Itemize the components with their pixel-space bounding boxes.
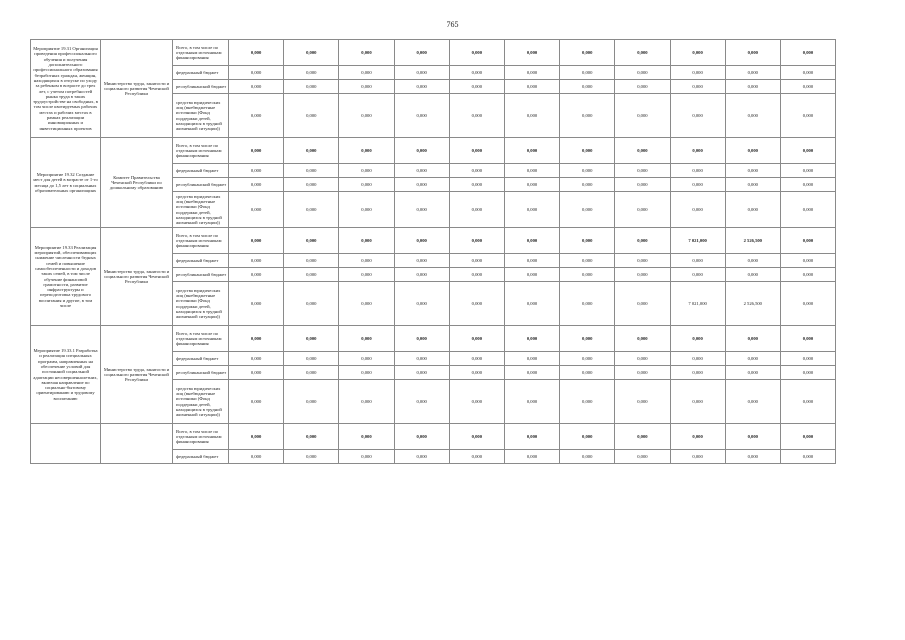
amount-cell: 0,000 (229, 326, 284, 352)
amount-cell: 0,000 (504, 138, 559, 164)
amount-cell: 0,000 (560, 66, 615, 80)
amount-cell: 0,000 (394, 326, 449, 352)
amount-cell: 0,000 (560, 352, 615, 366)
amount-cell: 0,000 (780, 40, 835, 66)
amount-cell: 0,000 (339, 178, 394, 192)
amount-cell: 0,000 (725, 40, 780, 66)
funding-source-cell: Всего, в том числе по отдельным источникам финансирования (173, 40, 229, 66)
amount-cell: 0,000 (394, 192, 449, 228)
amount-cell: 0,000 (394, 66, 449, 80)
amount-cell: 0,000 (725, 326, 780, 352)
amount-cell: 0,000 (670, 268, 725, 282)
table-row (31, 40, 836, 66)
amount-cell: 0,000 (670, 80, 725, 94)
amount-cell: 0,000 (780, 352, 835, 366)
table-row (31, 424, 836, 450)
amount-cell: 0,000 (725, 94, 780, 138)
amount-cell: 0,000 (670, 352, 725, 366)
amount-cell: 0,000 (615, 450, 670, 464)
event-cell: Мероприятие 19.33 Реализация мероприятий, обеспечивающих снижение численности бедных семей и повышение самообеспеченности и доходов таких семей, в том числе обучение финансовой грамотности, развитие инфраструктуры и переподготовка трудового воспитания и другие, в том числе (31, 228, 101, 326)
amount-cell: 0,000 (560, 450, 615, 464)
event-cell (31, 424, 101, 464)
amount-cell: 0,000 (670, 178, 725, 192)
amount-cell: 0,000 (339, 138, 394, 164)
amount-cell: 0,000 (504, 94, 559, 138)
amount-cell: 0,000 (394, 380, 449, 424)
amount-cell: 0,000 (780, 326, 835, 352)
funding-source-cell: федеральный бюджет (173, 66, 229, 80)
amount-cell: 0,000 (339, 80, 394, 94)
amount-cell: 0,000 (449, 178, 504, 192)
funding-source-cell: республиканский бюджет (173, 80, 229, 94)
amount-cell: 0,000 (725, 450, 780, 464)
amount-cell: 0,000 (670, 138, 725, 164)
amount-cell: 0,000 (504, 282, 559, 326)
amount-cell: 0,000 (284, 228, 339, 254)
amount-cell: 0,000 (670, 94, 725, 138)
amount-cell: 0,000 (284, 282, 339, 326)
funding-source-cell: республиканский бюджет (173, 366, 229, 380)
amount-cell: 0,000 (394, 282, 449, 326)
amount-cell: 0,000 (504, 268, 559, 282)
amount-cell: 0,000 (560, 80, 615, 94)
amount-cell: 0,000 (725, 138, 780, 164)
amount-cell: 0,000 (284, 192, 339, 228)
executor-cell: Министерство труда, занятости и социального развития Чеченской Республики (101, 326, 173, 424)
amount-cell: 0,000 (394, 268, 449, 282)
amount-cell: 0,000 (670, 450, 725, 464)
amount-cell: 0,000 (339, 352, 394, 366)
amount-cell: 0,000 (449, 192, 504, 228)
amount-cell: 0,000 (670, 254, 725, 268)
amount-cell: 0,000 (449, 40, 504, 66)
amount-cell: 0,000 (780, 450, 835, 464)
amount-cell: 0,000 (780, 380, 835, 424)
amount-cell: 0,000 (339, 268, 394, 282)
amount-cell: 0,000 (449, 66, 504, 80)
amount-cell: 0,000 (560, 254, 615, 268)
amount-cell: 0,000 (284, 268, 339, 282)
table-row (31, 138, 836, 164)
amount-cell: 0,000 (229, 282, 284, 326)
amount-cell: 0,000 (394, 366, 449, 380)
amount-cell: 0,000 (394, 228, 449, 254)
amount-cell: 0,000 (560, 192, 615, 228)
amount-cell: 0,000 (449, 80, 504, 94)
table-row (31, 228, 836, 254)
amount-cell: 0,000 (504, 178, 559, 192)
amount-cell: 0,000 (449, 228, 504, 254)
amount-cell: 0,000 (339, 66, 394, 80)
amount-cell: 0,000 (229, 352, 284, 366)
amount-cell: 0,000 (229, 192, 284, 228)
amount-cell: 0,000 (229, 66, 284, 80)
executor-cell: Министерство труда, занятости и социального развития Чеченской Республики (101, 228, 173, 326)
amount-cell: 0,000 (229, 228, 284, 254)
amount-cell: 0,000 (615, 66, 670, 80)
amount-cell: 0,000 (229, 424, 284, 450)
page-number: 765 (446, 20, 459, 29)
amount-cell: 0,000 (284, 178, 339, 192)
amount-cell: 0,000 (284, 424, 339, 450)
amount-cell: 0,000 (284, 366, 339, 380)
amount-cell: 0,000 (780, 366, 835, 380)
amount-cell: 0,000 (229, 164, 284, 178)
amount-cell: 0,000 (449, 164, 504, 178)
amount-cell: 0,000 (284, 66, 339, 80)
amount-cell: 0,000 (229, 80, 284, 94)
amount-cell: 0,000 (560, 380, 615, 424)
amount-cell: 0,000 (615, 94, 670, 138)
amount-cell: 0,000 (449, 326, 504, 352)
amount-cell: 0,000 (229, 40, 284, 66)
amount-cell: 0,000 (670, 380, 725, 424)
amount-cell: 0,000 (339, 282, 394, 326)
amount-cell: 0,000 (615, 254, 670, 268)
amount-cell: 0,000 (725, 164, 780, 178)
amount-cell: 0,000 (560, 366, 615, 380)
amount-cell: 0,000 (560, 40, 615, 66)
amount-cell: 0,000 (725, 352, 780, 366)
amount-cell: 0,000 (394, 40, 449, 66)
amount-cell: 0,000 (229, 94, 284, 138)
amount-cell: 0,000 (394, 424, 449, 450)
amount-cell: 0,000 (615, 80, 670, 94)
amount-cell: 0,000 (284, 164, 339, 178)
amount-cell: 0,000 (780, 282, 835, 326)
amount-cell: 0,000 (725, 366, 780, 380)
amount-cell: 0,000 (560, 424, 615, 450)
amount-cell: 0,000 (229, 138, 284, 164)
amount-cell: 0,000 (229, 380, 284, 424)
funding-source-cell: средства юридических лиц (внебюджетные источники (Фонд поддержки детей, находящихся в трудной жизненной ситуации)) (173, 192, 229, 228)
amount-cell: 0,000 (560, 268, 615, 282)
amount-cell: 0,000 (284, 450, 339, 464)
amount-cell: 0,000 (670, 326, 725, 352)
amount-cell: 0,000 (725, 66, 780, 80)
amount-cell: 0,000 (449, 366, 504, 380)
amount-cell: 0,000 (670, 164, 725, 178)
amount-cell: 0,000 (780, 94, 835, 138)
amount-cell: 0,000 (339, 192, 394, 228)
amount-cell: 0,000 (725, 254, 780, 268)
amount-cell: 0,000 (780, 80, 835, 94)
amount-cell: 0,000 (449, 424, 504, 450)
amount-cell: 0,000 (449, 450, 504, 464)
amount-cell: 0,000 (339, 254, 394, 268)
funding-source-cell: республиканский бюджет (173, 268, 229, 282)
amount-cell: 0,000 (615, 40, 670, 66)
amount-cell: 0,000 (615, 282, 670, 326)
amount-cell: 0,000 (615, 192, 670, 228)
amount-cell: 0,000 (284, 40, 339, 66)
funding-source-cell: Всего, в том числе по отдельным источникам финансирования (173, 326, 229, 352)
amount-cell: 0,000 (339, 450, 394, 464)
amount-cell: 0,000 (504, 450, 559, 464)
amount-cell: 0,000 (615, 352, 670, 366)
amount-cell: 0,000 (504, 228, 559, 254)
amount-cell: 0,000 (339, 228, 394, 254)
amount-cell: 0,000 (615, 164, 670, 178)
funding-source-cell: Всего, в том числе по отдельным источникам финансирования (173, 424, 229, 450)
amount-cell: 0,000 (504, 424, 559, 450)
amount-cell: 0,000 (504, 192, 559, 228)
amount-cell: 0,000 (725, 268, 780, 282)
amount-cell: 7 021,000 (670, 228, 725, 254)
amount-cell: 0,000 (449, 352, 504, 366)
amount-cell: 0,000 (229, 366, 284, 380)
amount-cell: 0,000 (780, 66, 835, 80)
funding-source-cell: федеральный бюджет (173, 164, 229, 178)
amount-cell: 0,000 (394, 450, 449, 464)
funding-source-cell: федеральный бюджет (173, 352, 229, 366)
amount-cell: 0,000 (339, 380, 394, 424)
amount-cell: 0,000 (670, 366, 725, 380)
amount-cell: 0,000 (449, 138, 504, 164)
amount-cell: 0,000 (394, 178, 449, 192)
executor-cell: Комитет Правительства Чеченской Республики по дошкольному образованию (101, 138, 173, 228)
amount-cell: 0,000 (284, 380, 339, 424)
amount-cell: 0,000 (670, 40, 725, 66)
amount-cell: 0,000 (229, 254, 284, 268)
amount-cell: 0,000 (615, 228, 670, 254)
amount-cell: 0,000 (449, 254, 504, 268)
amount-cell: 0,000 (449, 380, 504, 424)
budget-table (30, 39, 836, 464)
amount-cell: 0,000 (284, 254, 339, 268)
amount-cell: 0,000 (394, 80, 449, 94)
amount-cell: 0,000 (284, 352, 339, 366)
amount-cell: 0,000 (504, 380, 559, 424)
amount-cell: 0,000 (229, 268, 284, 282)
amount-cell: 0,000 (780, 178, 835, 192)
amount-cell: 0,000 (560, 228, 615, 254)
amount-cell: 0,000 (504, 352, 559, 366)
amount-cell: 0,000 (394, 138, 449, 164)
funding-source-cell: федеральный бюджет (173, 450, 229, 464)
amount-cell: 0,000 (229, 450, 284, 464)
amount-cell: 0,000 (725, 80, 780, 94)
event-cell: Мероприятие 19.32 Создание мест для детей в возрасте от 1-го месяца до 1,5 лет в социальных образовательных организациях (31, 138, 101, 228)
amount-cell: 0,000 (560, 94, 615, 138)
amount-cell: 0,000 (725, 178, 780, 192)
amount-cell: 0,000 (394, 164, 449, 178)
amount-cell: 0,000 (394, 352, 449, 366)
amount-cell: 2 526,500 (725, 228, 780, 254)
amount-cell: 0,000 (339, 366, 394, 380)
amount-cell: 0,000 (284, 80, 339, 94)
amount-cell: 0,000 (725, 192, 780, 228)
amount-cell: 0,000 (615, 366, 670, 380)
amount-cell: 0,000 (339, 326, 394, 352)
amount-cell: 0,000 (504, 66, 559, 80)
amount-cell: 0,000 (780, 268, 835, 282)
funding-source-cell: средства юридических лиц (внебюджетные источники (Фонд поддержки детей, находящихся в трудной жизненной ситуации)) (173, 94, 229, 138)
amount-cell: 0,000 (780, 164, 835, 178)
amount-cell: 0,000 (615, 326, 670, 352)
amount-cell: 0,000 (449, 94, 504, 138)
amount-cell: 0,000 (339, 424, 394, 450)
funding-source-cell: республиканский бюджет (173, 178, 229, 192)
amount-cell: 0,000 (504, 80, 559, 94)
amount-cell: 0,000 (670, 192, 725, 228)
amount-cell: 0,000 (504, 40, 559, 66)
amount-cell: 0,000 (339, 94, 394, 138)
funding-source-cell: Всего, в том числе по отдельным источникам финансирования (173, 138, 229, 164)
amount-cell: 0,000 (670, 66, 725, 80)
event-cell: Мероприятие 19.33.1 Разработка и реализация специальных программ, направленных на обеспечение условий для постоянной социальной адаптации несовершеннолетних, включая направление по социально-бытовому ориентированию и трудовому воспитанию (31, 326, 101, 424)
amount-cell: 0,000 (339, 164, 394, 178)
amount-cell: 0,000 (780, 138, 835, 164)
amount-cell: 0,000 (725, 380, 780, 424)
funding-source-cell: средства юридических лиц (внебюджетные источники (Фонд поддержки детей, находящихся в трудной жизненной ситуации)) (173, 380, 229, 424)
amount-cell: 0,000 (780, 254, 835, 268)
amount-cell: 0,000 (504, 164, 559, 178)
amount-cell: 2 526,500 (725, 282, 780, 326)
amount-cell: 0,000 (560, 282, 615, 326)
funding-source-cell: средства юридических лиц (внебюджетные источники (Фонд поддержки детей, находящихся в трудной жизненной ситуации)) (173, 282, 229, 326)
amount-cell: 0,000 (229, 178, 284, 192)
funding-source-cell: Всего, в том числе по отдельным источникам финансирования (173, 228, 229, 254)
amount-cell: 0,000 (615, 138, 670, 164)
amount-cell: 0,000 (615, 424, 670, 450)
amount-cell: 0,000 (615, 268, 670, 282)
funding-source-cell: федеральный бюджет (173, 254, 229, 268)
executor-cell: Министерство труда, занятости и социального развития Чеченской Республики (101, 40, 173, 138)
amount-cell: 0,000 (504, 254, 559, 268)
amount-cell: 0,000 (780, 424, 835, 450)
amount-cell: 0,000 (615, 380, 670, 424)
amount-cell: 0,000 (284, 326, 339, 352)
executor-cell (101, 424, 173, 464)
amount-cell: 0,000 (560, 178, 615, 192)
event-cell: Мероприятие 19.31 Организация проведения профессионального обучения и получения дополнительного профессионального образования безработных граждан, женщин, находящихся в отпуске по уходу за ребенком в возрасте до трех лет, с учетом потребностей рынка труда в таких трудоустройстве на свободных, в том числе квотируемых рабочих местах и рабочих местах в рамках реализации инновационных и инвестиционных проектов (31, 40, 101, 138)
amount-cell: 0,000 (780, 192, 835, 228)
table-row (31, 326, 836, 352)
amount-cell: 0,000 (504, 326, 559, 352)
amount-cell: 0,000 (560, 164, 615, 178)
amount-cell: 0,000 (725, 424, 780, 450)
amount-cell: 7 021,000 (670, 282, 725, 326)
amount-cell: 0,000 (504, 366, 559, 380)
amount-cell: 0,000 (394, 94, 449, 138)
amount-cell: 0,000 (449, 268, 504, 282)
amount-cell: 0,000 (339, 40, 394, 66)
amount-cell: 0,000 (615, 178, 670, 192)
amount-cell: 0,000 (284, 94, 339, 138)
amount-cell: 0,000 (670, 424, 725, 450)
amount-cell: 0,000 (780, 228, 835, 254)
amount-cell: 0,000 (449, 282, 504, 326)
amount-cell: 0,000 (560, 326, 615, 352)
amount-cell: 0,000 (394, 254, 449, 268)
amount-cell: 0,000 (284, 138, 339, 164)
amount-cell: 0,000 (560, 138, 615, 164)
